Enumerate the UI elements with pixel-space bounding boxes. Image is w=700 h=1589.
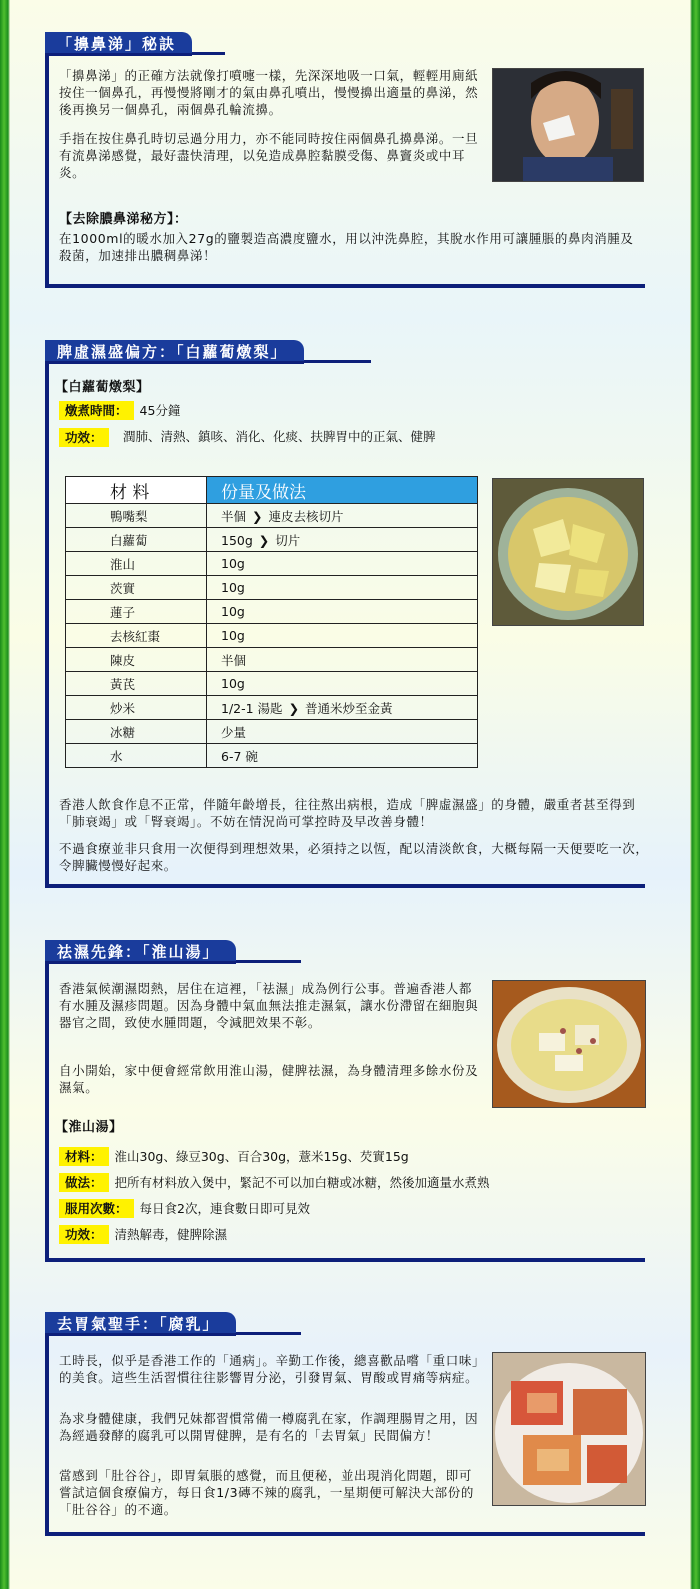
table-row — [66, 720, 478, 744]
ingredient-amount — [207, 528, 478, 552]
arrow-right-icon: ❯ — [252, 508, 263, 524]
ingredient-amount: 少量 — [207, 720, 478, 744]
section-title: 「擤鼻涕」秘訣 — [45, 32, 192, 56]
recipe-item-value: 清熱解毒，健脾除濕 — [114, 1227, 228, 1242]
table-row — [66, 624, 478, 648]
effect-row — [59, 428, 459, 447]
section-fermented-tofu — [45, 1312, 645, 1536]
table-row — [66, 672, 478, 696]
table-row — [66, 696, 478, 720]
ingredient-name: 炒米 — [66, 696, 207, 720]
paragraph: 工時長，似乎是香港工作的「通病」。辛勤工作後，總喜歡品嚐「重口味」的美食。這些生活習慣往往影響胃分泌，引發胃氣、胃酸或胃痛等病症。 — [59, 1353, 479, 1385]
paragraph: 當感到「肚谷谷」，即胃氣脹的感覺，而且便秘，並出現消化問題，即可嘗試這個食療偏方，每日食1/3磚不辣的腐乳，一星期便可解決大部份的「肚谷谷」的不適。 — [59, 1468, 474, 1517]
subheading: 【白蘿蔔燉梨】 — [55, 380, 150, 395]
table-row — [66, 504, 478, 528]
cook-time-row — [59, 401, 180, 420]
subheading: 【淮山湯】 — [55, 1120, 123, 1135]
header-ingredient: 材 料 — [66, 477, 207, 504]
ingredient-name: 蓮子 — [66, 600, 207, 624]
paragraph: 在1000ml的暖水加入27g的鹽製造高濃度鹽水，用以沖洗鼻腔，其脫水作用可讓腫脹的鼻肉消腫及殺菌，加速排出膿稠鼻涕！ — [59, 231, 634, 263]
arrow-right-icon: ❯ — [258, 532, 270, 548]
ingredient-amount: 10g — [207, 576, 478, 600]
amount-text: 1/2-1 湯匙 — [221, 700, 283, 716]
recipe-item-label: 做法： — [59, 1173, 109, 1192]
section-title: 去胃氣聖手：「腐乳」 — [45, 1312, 236, 1336]
section-yam-soup — [45, 940, 645, 1262]
section-title: 祛濕先鋒：「淮山湯」 — [45, 940, 236, 964]
paragraph: 為求身體健康，我們兄妹都習慣常備一樽腐乳在家，作調理腸胃之用，因為經過發酵的腐乳可以開胃健脾，是有名的「去胃氣」民間偏方！ — [59, 1411, 479, 1443]
recipe-item-value: 把所有材料放入煲中，緊記不可以加白糖或冰糖，然後加適量水煮熟 — [114, 1175, 490, 1190]
ingredient-name: 冰糖 — [66, 720, 207, 744]
recipe-item — [59, 1173, 490, 1192]
photo-yam-soup — [492, 980, 646, 1108]
effect-label: 功效： — [59, 428, 109, 447]
ingredients-table — [65, 476, 478, 768]
ingredient-amount: 半個 — [207, 648, 478, 672]
section-nose-blowing — [45, 32, 645, 288]
paragraph: 不過食療並非只食用一次便得到理想效果，必須持之以恆，配以清淡飲食，大概每隔一天便要吃一次，令脾臟慢慢好起來。 — [59, 841, 649, 873]
ingredient-amount: 10g — [207, 552, 478, 576]
ingredient-name: 水 — [66, 744, 207, 768]
recipe-item-label: 服用次數： — [59, 1199, 134, 1218]
method-text: 切片 — [275, 532, 301, 548]
recipe-item — [59, 1225, 227, 1244]
paragraph: 香港氣候潮濕悶熱，居住在這裡，「祛濕」成為例行公事。普遍香港人都有水腫及濕疹問題。因為身體中氣血無法推走濕氣，讓水份滯留在細胞與器官之間，致使水腫問題，令減肥效果不彰。 — [59, 981, 479, 1030]
ingredient-amount: 10g — [207, 672, 478, 696]
method-text: 普通米炒至金黃 — [305, 700, 393, 716]
ingredient-amount: 10g — [207, 600, 478, 624]
paragraph: 自小開始，家中便會經常飲用淮山湯，健脾祛濕，為身體清理多餘水份及濕氣。 — [59, 1063, 479, 1095]
amount-text: 150g — [221, 532, 253, 548]
photo-man-blowing-nose — [492, 68, 644, 182]
recipe-item — [59, 1147, 409, 1166]
ingredient-name: 茨實 — [66, 576, 207, 600]
recipe-item-label: 材料： — [59, 1147, 109, 1166]
cook-time-label: 燉煮時間： — [59, 401, 134, 420]
cook-time-value: 45分鐘 — [139, 403, 181, 418]
table-row — [66, 576, 478, 600]
ingredient-name: 鴨嘴梨 — [66, 504, 207, 528]
table-row — [66, 600, 478, 624]
ingredient-name: 去核紅棗 — [66, 624, 207, 648]
ingredient-amount: 6-7 碗 — [207, 744, 478, 768]
arrow-right-icon: ❯ — [288, 700, 300, 716]
recipe-item — [59, 1199, 310, 1218]
effect-value: 潤肺、清熱、鎮咳、消化、化痰、扶脾胃中的正氣、健脾 — [123, 429, 436, 444]
section-title: 脾虛濕盛偏方：「白蘿蔔燉梨」 — [45, 340, 304, 364]
table-header — [66, 477, 478, 504]
table-row — [66, 552, 478, 576]
section-radish-pear — [45, 340, 649, 888]
ingredient-amount — [207, 504, 478, 528]
subheading: 【去除膿鼻涕秘方】： — [59, 212, 188, 227]
method-text: 連皮去核切片 — [268, 508, 344, 524]
paragraph: 手指在按住鼻孔時切忌過分用力，亦不能同時按住兩個鼻孔擤鼻涕。一旦有流鼻涕感覺，最好盡快清理，以免造成鼻腔黏膜受傷、鼻竇炎或中耳炎。 — [59, 131, 479, 180]
amount-text: 半個 — [221, 508, 247, 524]
table-row — [66, 528, 478, 552]
recipe-item-label: 功效： — [59, 1225, 109, 1244]
header-amount: 份量及做法 — [207, 477, 478, 504]
paragraph: 「擤鼻涕」的正確方法就像打噴嚏一樣，先深深地吸一口氣，輕輕用廁紙按住一個鼻孔，再慢慢將剛才的氣由鼻孔噴出，慢慢擤出適量的鼻涕，然後再換另一個鼻孔，兩個鼻孔輪流擤。 — [59, 68, 479, 117]
ingredient-name: 白蘿蔔 — [66, 528, 207, 552]
photo-pear-soup — [492, 478, 644, 626]
table-row — [66, 744, 478, 768]
recipe-item-value: 每日食2次，連食數日即可見效 — [139, 1201, 310, 1216]
recipe-item-value: 淮山30g、綠豆30g、百合30g，薏米15g、芡實15g — [114, 1149, 409, 1164]
paragraph: 香港人飲食作息不正常，伴隨年齡增長，往往熬出病根，造成「脾虛濕盛」的身體，嚴重者甚至得到「肺衰竭」或「腎衰竭」。不妨在情況尚可掌控時及早改善身體！ — [59, 797, 636, 829]
ingredient-name: 黃芪 — [66, 672, 207, 696]
photo-fermented-tofu — [492, 1352, 646, 1506]
table-row — [66, 648, 478, 672]
ingredient-name: 陳皮 — [66, 648, 207, 672]
ingredient-amount: 10g — [207, 624, 478, 648]
ingredient-amount — [207, 696, 478, 720]
ingredient-name: 淮山 — [66, 552, 207, 576]
